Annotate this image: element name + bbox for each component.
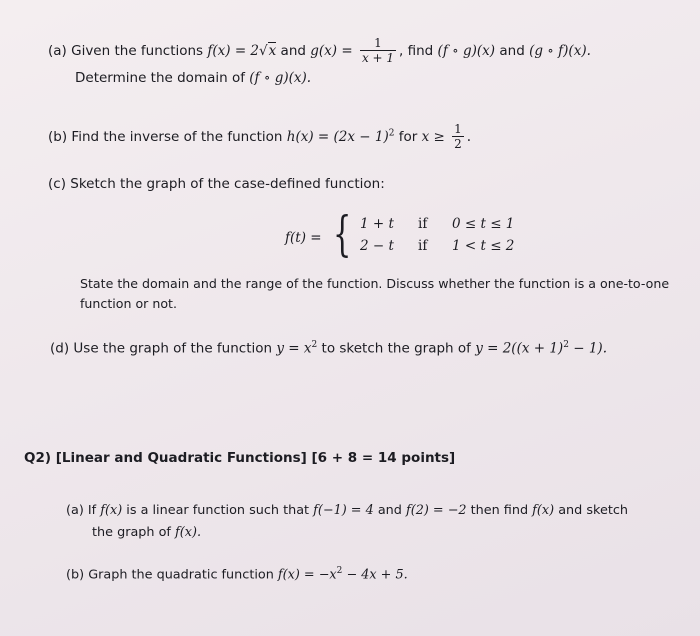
q2b-exp: 2 [336, 566, 343, 576]
q2b-text: Graph the quadratic function [88, 567, 278, 583]
q1d-line [50, 340, 607, 357]
q1c-case2-expr: 2 − t [360, 238, 394, 254]
q1c-label: (c) [48, 176, 66, 192]
q1d-target-end: − 1). [568, 340, 607, 357]
q1c-follow2: function or not. [80, 296, 177, 311]
q1a-sqrt-arg: x [268, 42, 277, 59]
q1c-brace: { [333, 206, 352, 262]
q1d-label: (d) [50, 340, 70, 357]
q2a-line1 [66, 503, 628, 518]
q2b-func: f(x) = −x [277, 567, 337, 583]
q1b-cond-den: 2 [454, 137, 462, 152]
q2a-text2: is a linear function such that [122, 503, 314, 518]
q1a-line2 [75, 70, 311, 86]
q2a-text5: and sketch [554, 503, 628, 518]
q1a-and2: and [495, 42, 530, 59]
q1c-case1-if: if [418, 216, 428, 232]
q1c-follow1: State the domain and the range of the function. Discuss whether the function is a one-to-one [80, 276, 670, 291]
q2a-c2: f(2) = −2 [405, 503, 467, 518]
q1b-cond-num: 1 [454, 122, 462, 136]
q1b-label: (b) [48, 128, 68, 145]
q1a-text-pre: Given the functions [71, 42, 208, 59]
q1c-f-lhs: f(t) = [285, 230, 322, 246]
q2a-line2-text: the graph of [92, 525, 175, 540]
q1c-line [48, 176, 385, 192]
q1a-and: and [276, 42, 311, 59]
q1d-text: Use the graph of the function [73, 340, 277, 357]
q1a-comp1: (f ∘ g)(x) [437, 42, 496, 59]
q1a-f-def: f(x) = 2 [207, 42, 260, 59]
q1a-g-num: 1 [360, 36, 396, 51]
q2a-fx: f(x) [100, 503, 123, 518]
q2a-text4: then find [466, 503, 533, 518]
q1a-label: (a) [48, 42, 67, 59]
q1d-func: y = x [276, 340, 312, 357]
q1a-g-def: g(x) = [310, 42, 357, 59]
q1b-h-exp: 2 [388, 128, 395, 139]
q1a-line2-text: Determine the domain of [75, 70, 250, 86]
q2b-func-end: − 4x + 5. [342, 567, 408, 583]
q1b-h-def: h(x) = (2x − 1) [286, 128, 389, 145]
q1c-cases [360, 213, 514, 257]
q1d-mid: to sketch the graph of [317, 340, 476, 357]
q2a-line2-math: f(x). [175, 525, 202, 540]
q1c-text: Sketch the graph of the case-defined function: [70, 176, 385, 192]
q1c-case2-cond: 1 < t ≤ 2 [452, 238, 515, 254]
q2b-label: (b) [66, 567, 85, 583]
q1d-target-exp: 2 [563, 340, 569, 350]
q2a-label: (a) [66, 503, 84, 518]
q2b-line [66, 566, 408, 583]
q1c-case1-cond: 0 ≤ t ≤ 1 [452, 216, 515, 232]
q1b-cond-fraction [452, 122, 464, 152]
q1d-target: y = 2((x + 1) [475, 340, 564, 357]
q2a-fx2: f(x) [532, 503, 555, 518]
q1b-text: Find the inverse of the function [71, 128, 287, 145]
q1a-g-fraction [360, 36, 396, 66]
q1c-case1-expr: 1 + t [360, 216, 394, 232]
q1a-line1: (a) Given the functions f(x) = 2√x and g(x) = $\frac{1}{x + 1}$ , find (f ∘ g)(x) and (g ∘ f)(x). [48, 36, 591, 66]
q1b-for: for [394, 128, 422, 145]
q1c-case1 [360, 213, 514, 235]
q1d-func-exp: 2 [311, 340, 318, 350]
q1a-g-den: x + 1 [361, 51, 395, 66]
q2a-c1: f(−1) = 4 [313, 503, 374, 518]
q2a-line2 [92, 525, 201, 540]
q2a-text1: If [87, 503, 101, 518]
q1c-case2-if: if [418, 238, 428, 254]
q1a-line2-math: (f ∘ g)(x). [249, 70, 312, 86]
q1b-line: (b) Find the inverse of the function $h(x) = (2x - 1)^2$ for x ≥ $\frac{1}{2}$ . [48, 122, 472, 152]
q2-header: Q2) [Linear and Quadratic Functions] [6 + 8 = 14 points] [24, 450, 456, 466]
q1a-comp2: (g ∘ f)(x). [529, 42, 591, 59]
q2a-text3: and [373, 503, 406, 518]
q1a-find: , find [399, 42, 438, 59]
q1c-case2 [360, 235, 514, 257]
q1b-cond: x ≥ [421, 128, 450, 145]
